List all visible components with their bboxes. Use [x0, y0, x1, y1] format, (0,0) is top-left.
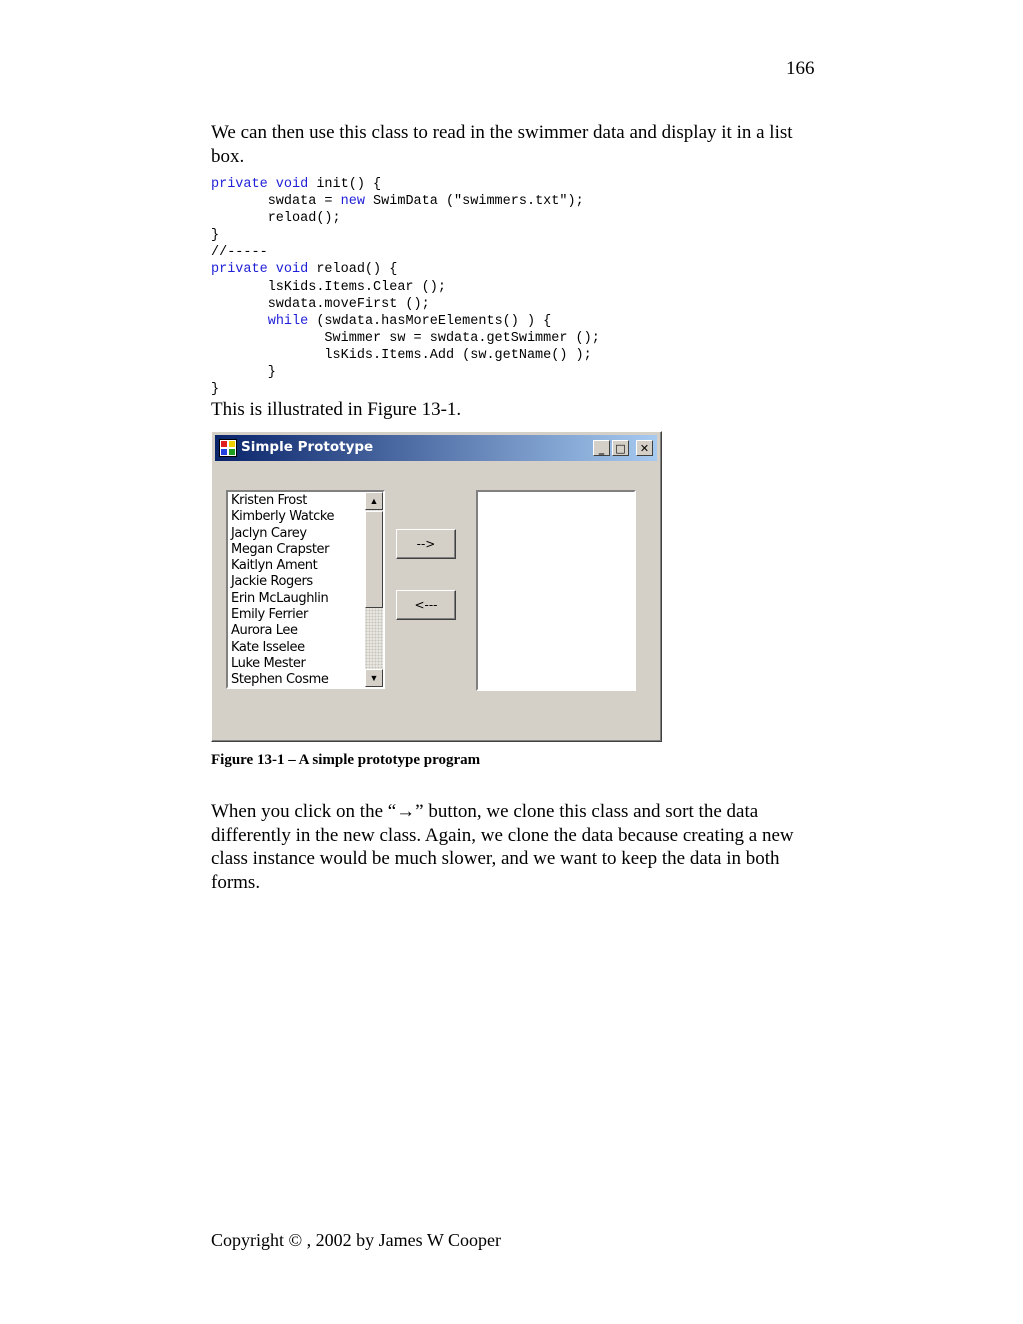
swimmer-list	[231, 493, 334, 689]
scroll-down-button[interactable]	[365, 669, 383, 687]
code-text: }	[211, 382, 220, 398]
code-line	[211, 261, 600, 278]
code-line	[211, 176, 600, 193]
list-item[interactable]: Emily Ferrier	[231, 607, 308, 623]
list-item[interactable]: Kate Isselee	[231, 639, 305, 655]
code-text: init() {	[308, 177, 382, 192]
code-text: SwimData ("swimmers.txt");	[364, 194, 584, 210]
figure-caption: Figure 13-1 – A simple prototype program	[211, 752, 481, 768]
code-keyword: while	[267, 313, 309, 329]
list-item[interactable]: Kaitlyn Ament	[231, 558, 318, 574]
code-text: lsKids.Items.Add (sw.getName() );	[211, 347, 592, 363]
close-button[interactable]	[636, 440, 653, 456]
code-text	[211, 314, 268, 329]
code-line	[211, 227, 600, 244]
code-text: lsKids.Items.Clear ();	[211, 279, 446, 295]
code-line	[211, 279, 600, 296]
list-item[interactable]: Jackie Rogers	[231, 574, 313, 590]
list-item[interactable]: Kristen Frost	[231, 493, 307, 508]
copyright-footer: Copyright © , 2002 by James W Cooper	[211, 1230, 501, 1250]
listbox-scrollbar[interactable]	[365, 492, 383, 687]
window-titlebar	[215, 435, 657, 461]
clone-left-button[interactable]: <---	[396, 590, 456, 620]
code-text: Swimmer sw = swdata.getSwimmer ();	[211, 330, 600, 346]
app-icon	[219, 439, 237, 457]
list-item[interactable]: Luke Mester	[231, 655, 306, 671]
page-number: 166	[786, 58, 815, 79]
code-line	[211, 193, 600, 210]
code-text: reload() {	[308, 262, 398, 278]
code-line	[211, 244, 600, 261]
code-text: //-----	[211, 245, 268, 261]
code-keyword: new	[340, 194, 365, 210]
figure-reference: This is illustrated in Figure 13-1.	[211, 399, 462, 420]
code-text: }	[211, 228, 220, 244]
code-line	[211, 381, 600, 398]
code-text: (swdata.hasMoreElements() ) {	[308, 313, 552, 329]
code-keyword: private void	[211, 262, 309, 278]
list-item[interactable]: Stephen Cosme	[231, 672, 329, 688]
clone-right-button[interactable]: -->	[396, 529, 456, 559]
code-line	[211, 347, 600, 364]
closing-paragraph: When you click on the “→” button, we clone this class and sort the data differently in the new class. Again, we clone the data because creating a new class instance would be much slower, and we want to keep the data in both forms.	[211, 801, 794, 893]
list-item[interactable]: Megan Crapster	[231, 541, 330, 557]
code-text: swdata =	[211, 194, 341, 210]
code-text: reload();	[211, 211, 341, 227]
code-line	[211, 210, 600, 227]
list-item[interactable]: Erin McLaughlin	[231, 590, 329, 606]
close-icon: ✕	[639, 441, 650, 455]
code-text: }	[211, 365, 276, 381]
code-line	[211, 296, 600, 313]
list-item[interactable]: Jaclyn Carey	[231, 525, 307, 541]
code-keyword: private void	[211, 177, 309, 192]
arrow-up-icon: ▲	[369, 496, 379, 506]
sorted-listbox[interactable]	[476, 490, 636, 691]
scroll-thumb[interactable]	[365, 511, 383, 608]
maximize-button[interactable]	[612, 440, 629, 456]
swimmer-listbox[interactable]	[226, 490, 385, 689]
code-text: swdata.moveFirst ();	[211, 296, 430, 312]
window-title: Simple Prototype	[241, 439, 374, 455]
minimize-icon: _	[598, 441, 605, 455]
code-line	[211, 313, 600, 330]
list-item[interactable]: Aurora Lee	[231, 623, 298, 639]
simple-prototype-window	[211, 431, 662, 742]
minimize-button[interactable]	[593, 440, 610, 456]
code-listing	[211, 176, 600, 398]
maximize-icon: □	[615, 441, 626, 455]
intro-paragraph: We can then use this class to read in the swimmer data and display it in a list box.	[211, 122, 793, 167]
code-line	[211, 330, 600, 347]
code-line	[211, 364, 600, 381]
scroll-up-button[interactable]	[365, 492, 383, 510]
list-item[interactable]: Kimberly Watcke	[231, 509, 335, 525]
arrow-down-icon: ▼	[369, 673, 379, 683]
